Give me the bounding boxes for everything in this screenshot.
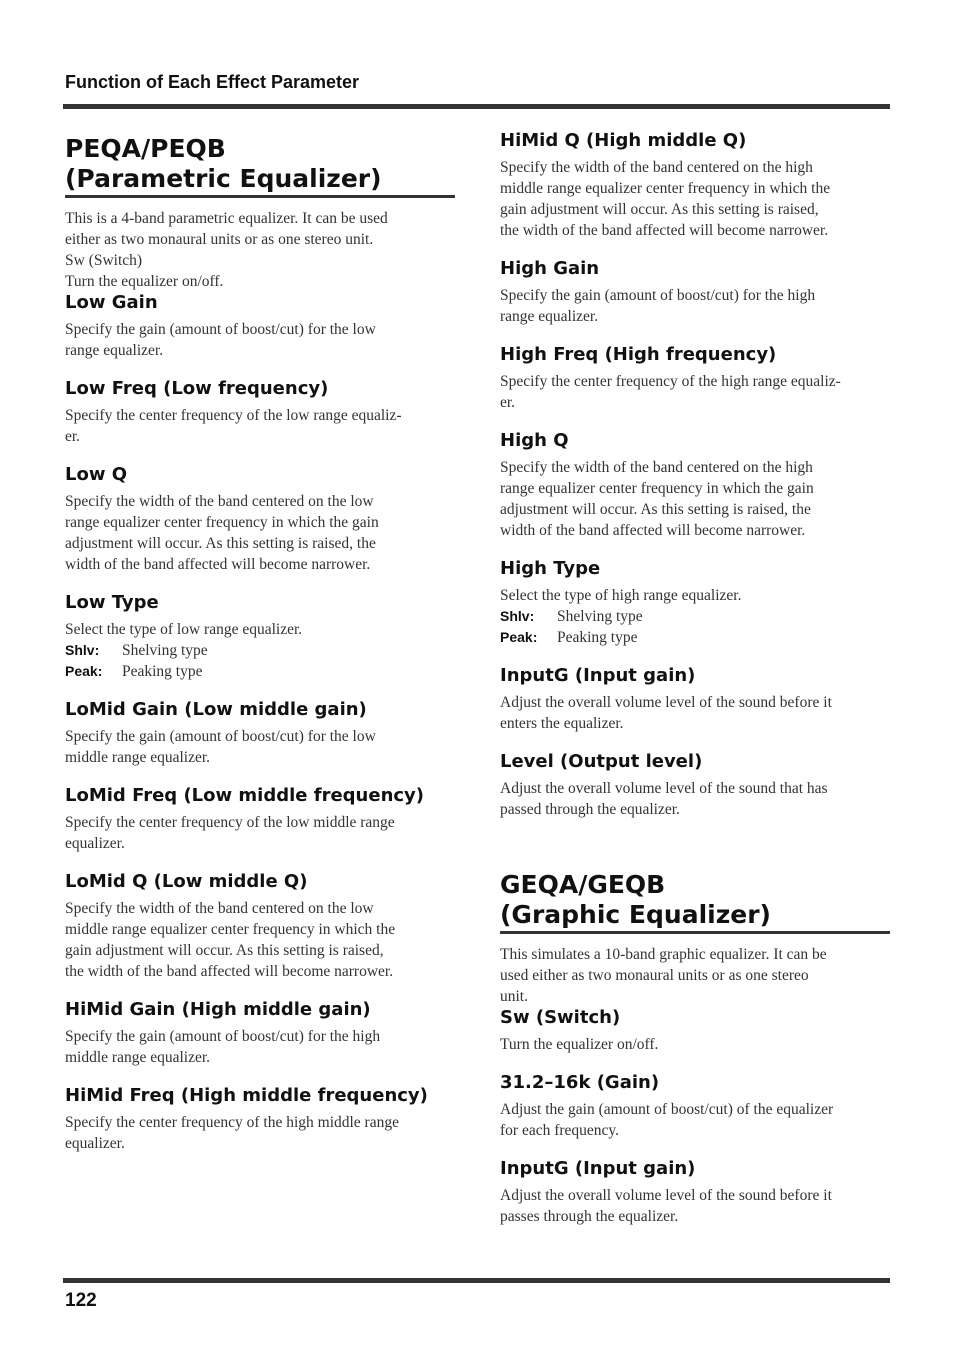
peq-intro-line: Turn the equalizer on/off. <box>65 273 224 290</box>
left-column <box>65 130 455 1154</box>
page-number: 122 <box>65 1290 97 1311</box>
parameter-description-line: Specify the width of the band centered on the low <box>65 900 374 917</box>
option-row <box>65 640 455 661</box>
parameter-block <box>500 1072 890 1141</box>
parameter-description-line: Specify the center frequency of the low range equaliz- <box>65 407 402 424</box>
parameter-description-line: adjustment will occur. As this setting is raised, the <box>65 535 376 552</box>
option-value: Shelving type <box>122 642 208 659</box>
parameter-description-line: range equalizer center frequency in which the gain <box>500 480 814 497</box>
parameter-block <box>500 130 890 241</box>
parameter-description-line: middle range equalizer center frequency in which the <box>65 921 396 938</box>
peq-intro-line: either as two monaural units or as one stereo unit. <box>65 231 374 248</box>
parameter-description-line: Adjust the overall volume level of the sound before it <box>500 1187 832 1204</box>
parameter-description-line: Specify the gain (amount of boost/cut) for the low <box>65 728 376 745</box>
parameter-title: Low Gain <box>65 292 158 313</box>
parameter-description-line: gain adjustment will occur. As this setting is raised, <box>65 942 384 959</box>
geq-parameter-list <box>500 1007 890 1227</box>
parameter-title: Level (Output level) <box>500 751 703 772</box>
option-value: Peaking type <box>122 663 203 680</box>
parameter-title: HiMid Gain (High middle gain) <box>65 999 371 1020</box>
parameter-title: InputG (Input gain) <box>500 1158 696 1179</box>
parameter-description-line: Specify the gain (amount of boost/cut) for the high <box>500 287 816 304</box>
page-header: Function of Each Effect Parameter <box>65 72 360 92</box>
parameter-title: LoMid Q (Low middle Q) <box>65 871 308 892</box>
peq-title-line2: (Parametric Equalizer) <box>65 164 382 193</box>
parameter-description-line: for each frequency. <box>500 1122 620 1139</box>
parameter-description-line: Adjust the overall volume level of the sound that has <box>500 780 828 797</box>
parameter-block <box>65 1085 455 1154</box>
footer-rule <box>63 1278 890 1283</box>
parameter-description-line: width of the band affected will become narrower. <box>500 522 806 539</box>
parameter-block <box>65 292 455 361</box>
parameter-description-line: range equalizer. <box>65 342 164 359</box>
parameter-block <box>65 871 455 982</box>
parameter-title: High Type <box>500 558 601 579</box>
parameter-description-line: middle range equalizer. <box>65 749 211 766</box>
parameter-title: High Gain <box>500 258 600 279</box>
parameter-description-line: Adjust the gain (amount of boost/cut) of the equalizer <box>500 1101 834 1118</box>
parameter-description-line: Specify the center frequency of the low middle range <box>65 814 395 831</box>
geq-intro-line: used either as two monaural units or as one stereo <box>500 967 809 984</box>
parameter-title: Low Q <box>65 464 128 485</box>
option-key: Shlv: <box>65 642 100 658</box>
parameter-description-line: adjustment will occur. As this setting is raised, the <box>500 501 811 518</box>
option-value: Peaking type <box>557 629 638 646</box>
parameter-title: LoMid Gain (Low middle gain) <box>65 699 367 720</box>
option-value: Shelving type <box>557 608 643 625</box>
geq-intro-line: unit. <box>500 988 528 1005</box>
parameter-description-line: Specify the width of the band centered on the low <box>65 493 374 510</box>
parameter-description-line: Turn the equalizer on/off. <box>500 1036 659 1053</box>
parameter-description-line: the width of the band affected will become narrower. <box>65 963 394 980</box>
parameter-block <box>65 699 455 768</box>
parameter-title: High Q <box>500 430 569 451</box>
parameter-description-line: Specify the center frequency of the high range equaliz- <box>500 373 841 390</box>
parameter-description-line: middle range equalizer center frequency in which the <box>500 180 831 197</box>
parameter-description-line: Specify the gain (amount of boost/cut) for the low <box>65 321 376 338</box>
parameter-block <box>500 558 890 648</box>
option-row <box>500 627 890 648</box>
parameter-block <box>500 1158 890 1227</box>
option-key: Shlv: <box>500 608 535 624</box>
parameter-title: Low Freq (Low frequency) <box>65 378 329 399</box>
peq-intro <box>65 208 455 292</box>
parameter-block <box>500 1007 890 1055</box>
parameter-title: Low Type <box>65 592 159 613</box>
parameter-title: Sw (Switch) <box>500 1007 621 1028</box>
parameter-description-line: Select the type of low range equalizer. <box>65 621 303 638</box>
option-row <box>500 606 890 627</box>
header-rule <box>63 104 890 109</box>
geq-section-title <box>500 870 890 934</box>
parameter-description-line: the width of the band affected will become narrower. <box>500 222 829 239</box>
parameter-title: HiMid Freq (High middle frequency) <box>65 1085 428 1106</box>
option-row <box>65 661 455 682</box>
parameter-title: HiMid Q (High middle Q) <box>500 130 747 151</box>
section-spacer <box>500 820 890 866</box>
peq-parameter-list-left <box>65 292 455 1154</box>
parameter-description-line: er. <box>500 394 516 411</box>
parameter-description-line: Specify the center frequency of the high middle range <box>65 1114 399 1131</box>
parameter-description-line: Specify the width of the band centered on the high <box>500 159 813 176</box>
parameter-block <box>500 430 890 541</box>
parameter-description-line: enters the equalizer. <box>500 715 624 732</box>
parameter-block <box>500 751 890 820</box>
parameter-description-line: gain adjustment will occur. As this setting is raised, <box>500 201 819 218</box>
geq-intro <box>500 944 890 1007</box>
parameter-title: 31.2–16k (Gain) <box>500 1072 660 1093</box>
parameter-description-line: Adjust the overall volume level of the sound before it <box>500 694 832 711</box>
parameter-title: InputG (Input gain) <box>500 665 696 686</box>
parameter-description-line: range equalizer. <box>500 308 599 325</box>
parameter-description-line: middle range equalizer. <box>65 1049 211 1066</box>
parameter-description-line: passed through the equalizer. <box>500 801 680 818</box>
parameter-block <box>65 785 455 854</box>
peq-title-line1: PEQA/PEQB <box>65 134 226 163</box>
parameter-description-line: er. <box>65 428 81 445</box>
parameter-block <box>65 464 455 575</box>
parameter-block <box>500 344 890 413</box>
geq-title-line2: (Graphic Equalizer) <box>500 900 771 929</box>
parameter-description-line: equalizer. <box>65 1135 125 1152</box>
parameter-block <box>500 258 890 327</box>
parameter-title: LoMid Freq (Low middle frequency) <box>65 785 425 806</box>
parameter-description-line: passes through the equalizer. <box>500 1208 679 1225</box>
parameter-block <box>65 999 455 1068</box>
parameter-description-line: Specify the width of the band centered on the high <box>500 459 813 476</box>
peq-section-title <box>65 134 455 198</box>
parameter-description-line: Select the type of high range equalizer. <box>500 587 742 604</box>
parameter-block <box>500 665 890 734</box>
parameter-description-line: range equalizer center frequency in which the gain <box>65 514 379 531</box>
parameter-title: High Freq (High frequency) <box>500 344 777 365</box>
right-column <box>500 130 890 1227</box>
parameter-description-line: equalizer. <box>65 835 125 852</box>
option-key: Peak: <box>65 663 103 679</box>
parameter-block <box>65 592 455 682</box>
parameter-block <box>65 378 455 447</box>
geq-intro-line: This simulates a 10-band graphic equalizer. It can be <box>500 946 827 963</box>
peq-parameter-list-right <box>500 130 890 820</box>
option-key: Peak: <box>500 629 538 645</box>
peq-intro-line: This is a 4-band parametric equalizer. It can be used <box>65 210 388 227</box>
parameter-description-line: Specify the gain (amount of boost/cut) for the high <box>65 1028 381 1045</box>
geq-title-line1: GEQA/GEQB <box>500 870 666 899</box>
peq-intro-line: Sw (Switch) <box>65 252 143 269</box>
parameter-description-line: width of the band affected will become narrower. <box>65 556 371 573</box>
